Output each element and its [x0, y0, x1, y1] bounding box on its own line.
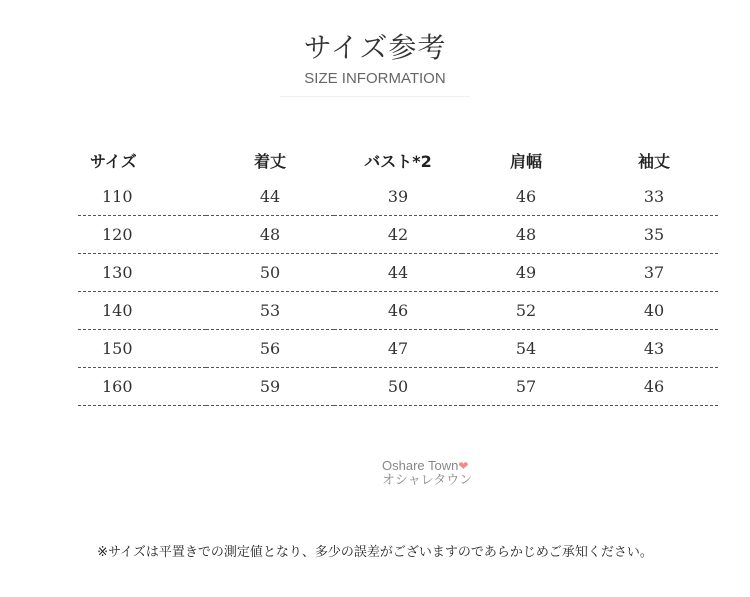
table-cell: 46 — [462, 178, 590, 216]
brand-name-katakana: オシャレタウン — [382, 472, 473, 487]
table-cell: 130 — [78, 254, 206, 292]
brand-name: Oshare Town — [382, 458, 459, 473]
table-cell: 48 — [206, 216, 334, 254]
table-cell: 44 — [206, 178, 334, 216]
title-divider — [280, 96, 470, 97]
brand-logo — [382, 459, 472, 487]
table-cell: 48 — [462, 216, 590, 254]
table-cell: 33 — [590, 178, 718, 216]
table-row — [78, 216, 718, 254]
table-cell: 42 — [334, 216, 462, 254]
size-table — [78, 142, 718, 406]
table-cell: 49 — [462, 254, 590, 292]
column-header-bust: バスト*2 — [364, 151, 432, 171]
column-header-size: サイズ — [90, 151, 137, 171]
table-row — [78, 368, 718, 406]
table-cell: 46 — [334, 292, 462, 330]
table-row — [78, 178, 718, 216]
page-title: サイズ参考 — [303, 31, 447, 64]
table-cell: 50 — [334, 368, 462, 406]
table-cell: 40 — [590, 292, 718, 330]
table-cell: 150 — [78, 330, 206, 368]
heart-icon: ❤ — [458, 459, 469, 473]
table-cell: 59 — [206, 368, 334, 406]
table-cell: 160 — [78, 368, 206, 406]
table-cell: 52 — [462, 292, 590, 330]
column-header-length: 着丈 — [253, 151, 286, 171]
table-cell: 110 — [78, 178, 206, 216]
table-header-row — [78, 142, 718, 178]
table-cell: 43 — [590, 330, 718, 368]
measurement-note: ※サイズは平置きでの測定値となり、多少の誤差がございますのであらかじめご承知ください。 — [97, 545, 653, 560]
table-cell: 46 — [590, 368, 718, 406]
column-header-shoulder: 肩幅 — [509, 151, 542, 171]
table-cell: 37 — [590, 254, 718, 292]
table-cell: 54 — [462, 330, 590, 368]
table-cell: 35 — [590, 216, 718, 254]
table-cell: 56 — [206, 330, 334, 368]
table-cell: 53 — [206, 292, 334, 330]
table-cell: 39 — [334, 178, 462, 216]
table-cell: 120 — [78, 216, 206, 254]
page-subtitle: SIZE INFORMATION — [304, 70, 446, 87]
table-cell: 140 — [78, 292, 206, 330]
table-row — [78, 330, 718, 368]
table-row — [78, 254, 718, 292]
table-row — [78, 292, 718, 330]
table-cell: 50 — [206, 254, 334, 292]
table-cell: 47 — [334, 330, 462, 368]
column-header-sleeve: 袖丈 — [637, 151, 670, 171]
table-cell: 57 — [462, 368, 590, 406]
table-cell: 44 — [334, 254, 462, 292]
